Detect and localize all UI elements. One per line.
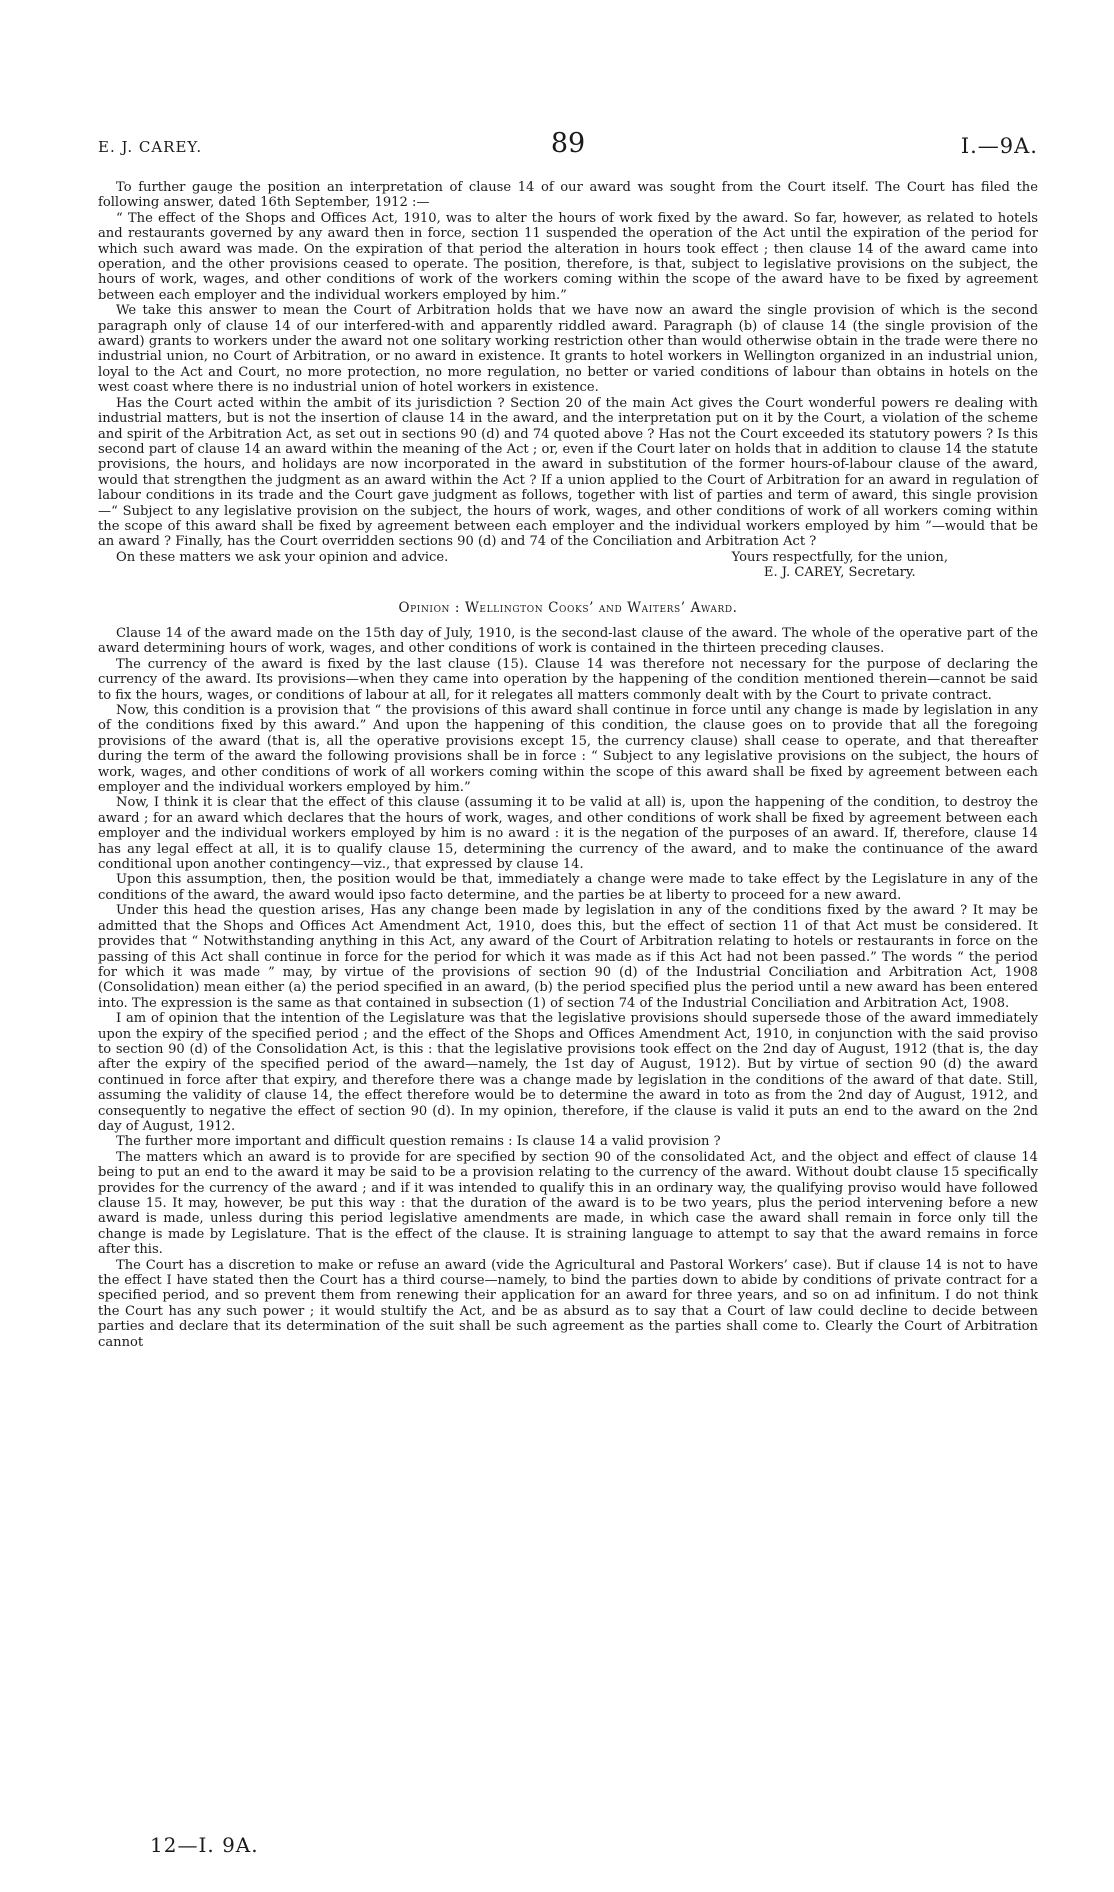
letter-paragraph: Has the Court acted within the ambit of its jurisdiction ? Section 20 of the main Act gives the Court wonderful powers re dealing with industrial matters, but is not the insertion of clause 14 in the award, and the interpretation put on it by the Court, a violation of the scheme and spirit of the Arbitration Act, as set out in sections 90 (d) and 74 quoted above ? Has not the Court exceeded its statutory powers ? Is this second part of clause 14 an award within the meaning of the Act ; or, even if the Court later on holds that in addition to clause 14 the statute provisions, the hours, and holidays are now incorporated in the award in substitution of the former hours-of-labour clause of the award, would that strengthen the judgment as an award within the Act ? If a union applied to the Court of Arbitration for an award in regulation of labour conditions in its trade and the Court gave judgment as follows, together with list of parties and term of award, this single provision—“ Subject to any legislative provision on the subject, the hours of work, wages, and other conditions of work of all workers coming within the scope of this award shall be fixed by agreement between each employer and the individual workers employed by him ”—would that be an award ? Finally, has the Court overridden sections 90 (d) and 74 of the Conciliation and Arbitration Act ? bbox=[98, 395, 1038, 550]
opinion-paragraph: The matters which an award is to provide for are specified by section 90 of the consolidated Act, and the object and effect of clause 14 being to put an end to the award it may be said to be a provision relating to the currency of the award. Without doubt clause 15 specifically provides for the currency of the award ; and if it was intended to qualify this in an ordinary way, the qualifying proviso would have followed clause 15. It may, however, be put this way : that the duration of the award is to be two years, plus the period intervening before a new award is made, unless during this period legislative amendments are made, in which case the award shall remain in force only till the change is made by Legislature. That is the effect of the clause. It is straining language to attempt to say that the award remains in force after this. bbox=[98, 1149, 1038, 1258]
document-reference: I.—9A. bbox=[960, 134, 1038, 158]
opinion-paragraph: Clause 14 of the award made on the 15th day of July, 1910, is the second-last clause of the award. The whole of the operative part of the award determining hours of work, wages, and other conditions of work is contained in the thirteen preceding clauses. bbox=[98, 625, 1038, 657]
page-number: 89 bbox=[550, 128, 586, 159]
opinion-paragraph: The Court has a discretion to make or refuse an award (vide the Agricultural and Pastoral Workers’ case). But if clause 14 is not to have the effect I have stated then the Court has a third course—namely, to bind the parties down to abide by conditions of private contract for a specified period, and so prevent them from renewing their application for an award for three years, and so on ad infinitum. I do not think the Court has any such power ; it would stultify the Act, and be as absurd as to say that a Court of law could decline to decide between parties and declare that its determination of the suit shall be such agreement as the parties shall come to. Clearly the Court of Arbitration cannot bbox=[98, 1257, 1038, 1350]
page-body bbox=[98, 180, 1038, 1350]
closing-signature bbox=[732, 550, 1038, 581]
letter-paragraph: To further gauge the position an interpretation of clause 14 of our award was sought from the Court itself. The Court has filed the following answer, dated 16th September, 1912 :— bbox=[98, 180, 1038, 211]
signature-mark: 12—I. 9A. bbox=[150, 1833, 259, 1857]
opinion-paragraph: Now, I think it is clear that the effect of this clause (assuming it to be valid at all) is, upon the happening of the condition, to destroy the award ; for an award which declares that the hours of work, wages, and other conditions of work shall be fixed by agreement between each employer and the individual workers employed by him is no award : it is the negation of the purposes of an award. If, therefore, clause 14 has any legal effect at all, it is to qualify clause 15, determining the currency of the award, and to make the continuance of the award conditional upon another contingency—viz., that expressed by clause 14. bbox=[98, 795, 1038, 873]
opinion-paragraph: The currency of the award is fixed by the last clause (15). Clause 14 was therefore not necessary for the purpose of declaring the currency of the award. Its provisions—when they came into operation by the happening of the condition mentioned therein—cannot be said to fix the hours, wages, or conditions of labour at all, for it relegates all matters commonly dealt with by the Court to private contract. bbox=[98, 656, 1038, 703]
closing-signatory: E. J. CAREY, Secretary. bbox=[763, 565, 916, 581]
opinion-paragraph: The further more important and difficult question remains : Is clause 14 a valid provision ? bbox=[116, 1134, 721, 1150]
running-header bbox=[98, 128, 1038, 164]
section-heading: Opinion : Wellington Cooks’ and Waiters’ Award. bbox=[398, 599, 738, 616]
header-author: E. J. CAREY. bbox=[98, 138, 203, 156]
closing-request: On these matters we ask your opinion and advice. bbox=[116, 549, 449, 565]
court-answer-quote: “ The effect of the Shops and Offices Act, 1910, was to alter the hours of work fixed by the award. So far, however, as related to hotels and restaurants governed by any award then in force, section 11 suspended the operation of the Act until the expiration of the period for which such award was made. On the expiration of that period the alteration in hours took effect ; then clause 14 of the award came into operation, and the other provisions ceased to operate. The position, therefore, is that, subject to legislative provisions on the subject, the hours of work, wages, and other conditions of work of the workers coming within the scope of the award have to be fixed by agreement between each employer and the individual workers employed by him.” bbox=[98, 210, 1038, 303]
opinion-paragraph: Upon this assumption, then, the position would be that, immediately a change were made to take effect by the Legislature in any of the conditions of the award, the award would ipso facto determine, and the parties be at liberty to proceed for a new award. bbox=[98, 872, 1038, 903]
letter-paragraph: We take this answer to mean the Court of Arbitration holds that we have now an award the single provision of which is the second paragraph only of clause 14 of our interfered-with and apparently riddled award. Paragraph (b) of clause 14 (the single provision of the award) grants to workers under the award not one solitary working restriction other than would otherwise obtain in the trade were there no industrial union, no Court of Arbitration, or no award in existence. It grants to hotel workers in Wellington organized in an industrial union, loyal to the Act and Court, no more protection, no more regulation, no better or varied conditions of labour than obtains in hotels on the west coast where there is no industrial union of hotel workers in existence. bbox=[98, 303, 1038, 396]
opinion-paragraph: Now, this condition is a provision that “ the provisions of this award shall continue in force until any change is made by legislation in any of the conditions fixed by this award.” And upon the happening of this condition, the clause goes on to provide that all the foregoing provisions of the award (that is, all the operative provisions except 15, the currency clause) shall cease to operate, and that thereafter during the term of the award the following provisions shall be in force : “ Subject to any legislative provisions on the subject, the hours of work, wages, and other conditions of work of all workers coming within the scope of this award shall be fixed by agreement between each employer and the individual workers employed by him.” bbox=[98, 703, 1038, 796]
opinion-paragraph: Under this head the question arises, Has any change been made by legislation in any of the conditions fixed by the award ? It may be admitted that the Shops and Offices Act Amendment Act, 1910, does this, but the effect of section 11 of that Act must be considered. It provides that “ Notwithstanding anything in this Act, any award of the Court of Arbitration relating to hotels or restaurants in force on the passing of this Act shall continue in force for the period for which it was made as if this Act had not been passed.” The words “ the period for which it was made ” may, by virtue of the provisions of section 90 (d) of the Industrial Conciliation and Arbitration Act, 1908 (Consolidation) mean either (a) the period specified in an award, (b) the period specified plus the period until a new award has been entered into. The expression is the same as that contained in subsection (1) of section 74 of the Industrial Conciliation and Arbitration Act, 1908. bbox=[98, 903, 1038, 1011]
letter-closing bbox=[98, 550, 1038, 581]
opinion-paragraph: I am of opinion that the intention of the Legislature was that the legislative provisions should supersede those of the award immediately upon the expiry of the specified period ; and the effect of the Shops and Offices Amendment Act, 1910, in conjunction with the said proviso to section 90 (d) of the Consolidation Act, is this : that the legislative provisions took effect on the 2nd day of August, 1912 (that is, the day after the expiry of the specified period of the award—namely, the 1st day of August, 1912). But by virtue of section 90 (d) the award continued in force after that expiry, and therefore there was a change made by legislation in the conditions of the award of that date. Still, assuming the validity of clause 14, the effect therefore would be to determine the award in toto as from the 2nd day of August, 1912, and consequently to negative the effect of section 90 (d). In my opinion, therefore, if the clause is valid it puts an end to the award on the 2nd day of August, 1912. bbox=[98, 1011, 1038, 1134]
closing-salutation: Yours respectfully, for the union, bbox=[731, 549, 948, 565]
